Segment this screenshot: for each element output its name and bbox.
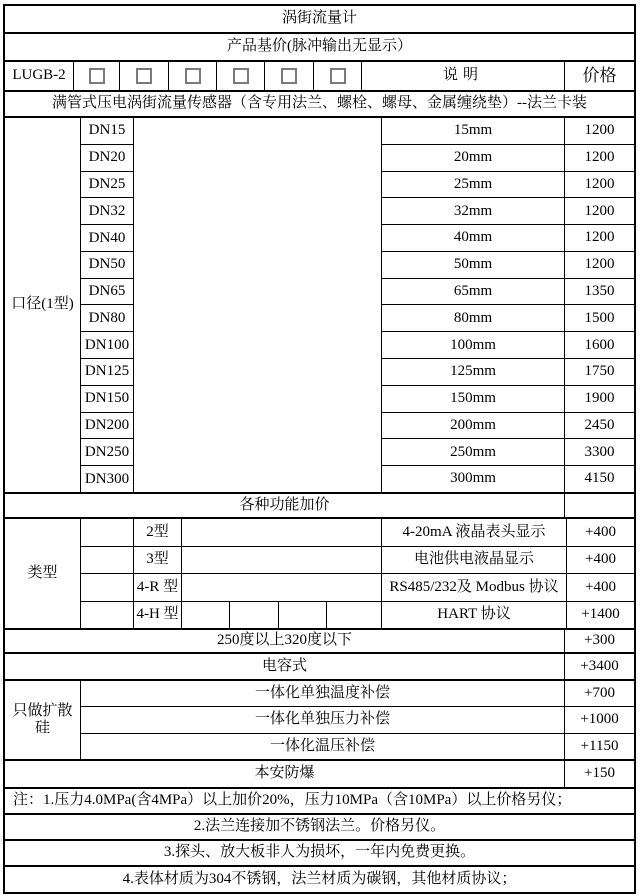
diffusion-desc-cell: 一体化单独温度补偿 [254,685,390,702]
option-slot-1 [73,62,119,90]
sensor-description: 满管式压电涡街流量传感器（含专用法兰、螺栓、螺母、金属缠绕垫）--法兰卡装 [52,95,587,112]
bore-size-cell: 32mm [453,202,493,219]
page-title: 涡街流量计 [281,10,357,27]
type-desc-cell: HART 协议 [381,602,566,629]
table-row [80,519,634,546]
bore-price-cell: 1200 [564,172,634,198]
table-row [81,706,634,732]
bore-code-cell: DN15 [88,122,126,139]
diffusion-section-label: 只做扩散硅 [12,702,73,736]
table-row [382,331,634,358]
header-row [5,60,634,90]
table-row [382,412,634,439]
model-code: LUGB-2 [12,67,66,84]
bore-rows [381,118,634,492]
type-rows [80,519,634,628]
table-row [382,438,634,465]
type-slot-cell [278,602,326,629]
table-row [382,197,634,224]
addons-title: 各种功能加价 [239,496,330,513]
bore-price-cell: 1750 [564,359,634,385]
safety-price-cell: +150 [564,761,634,787]
checkbox-icon [185,68,201,84]
bore-section-label: 口径(1型) [11,296,74,313]
type-desc-cell: RS485/232及 Modbus 协议 [381,574,566,601]
price-table [3,4,636,894]
type-section-label: 类型 [27,564,58,581]
table-row [80,546,634,574]
option-slot-3 [168,62,216,90]
table-row [382,144,634,171]
table-row [81,733,634,759]
bore-price-cell: 1200 [564,252,634,278]
bore-code-column [80,118,133,492]
type-empty-cell [80,574,133,601]
bore-code-cell: DN150 [81,385,133,412]
bore-size-cell: 150mm [450,390,496,407]
type-slot-cell [326,602,381,629]
column-header-price: 价格 [564,62,634,90]
table-row [382,251,634,278]
option-slot-5 [264,62,313,90]
checkbox-icon [89,68,105,84]
extra-desc-cell: 电容式 [261,657,307,674]
table-row [382,465,634,492]
table-row [5,652,634,679]
option-slot-2 [119,62,168,90]
checkbox-icon [281,68,297,84]
bore-size-cell: 200mm [450,416,496,433]
diffusion-section [5,679,634,759]
bore-size-cell: 250mm [450,443,496,460]
bore-price-cell: 3300 [564,439,634,465]
table-row [382,171,634,198]
checkbox-icon [136,68,152,84]
type-price-cell: +400 [566,519,634,546]
diffusion-desc-cell: 一体化单独压力补偿 [254,711,390,728]
table-row [382,118,634,144]
type-model-cell: 4-R 型 [133,574,181,601]
bore-size-cell: 20mm [453,149,493,166]
bore-code-cell: DN32 [81,197,133,224]
type-empty-cell [80,602,133,629]
bore-size-cell: 50mm [453,256,493,273]
bore-code-cell: DN250 [81,438,133,465]
type-desc-cell: 4-20mA 液晶表头显示 [381,519,566,546]
type-model-cell: 3型 [133,547,181,574]
type-slot-cell [229,602,278,629]
type-price-cell: +1400 [566,602,634,629]
note-2: 2.法兰连接加不锈钢法兰。价格另仪。 [193,818,446,835]
diffusion-desc-cell: 一体化温压补偿 [269,737,375,754]
extra-price-cell: +300 [564,630,634,652]
type-desc-cell: 电池供电液晶显示 [381,547,566,574]
bore-price-cell: 1200 [564,198,634,224]
diffusion-rows [80,681,634,759]
bore-code-cell: DN65 [81,278,133,305]
bore-code-cell: DN300 [81,465,133,492]
option-slot-6 [313,62,361,90]
diffusion-price-cell: +700 [564,681,634,706]
table-row [382,358,634,385]
bore-size-cell: 40mm [453,229,493,246]
safety-desc-cell: 本安防爆 [254,765,315,782]
bore-size-cell: 100mm [450,336,496,353]
type-slot-cell [181,602,229,629]
bore-size-cell: 25mm [453,175,493,192]
type-middle-span [181,519,381,546]
type-section [5,517,634,628]
table-row [382,385,634,412]
bore-code-cell: DN125 [81,358,133,385]
table-row [81,681,634,706]
type-middle-span [181,547,381,574]
bore-price-cell: 4150 [564,466,634,492]
bore-code-cell: DN80 [81,304,133,331]
extra-price-cell: +3400 [564,654,634,679]
diffusion-price-cell: +1000 [564,707,634,732]
type-empty-cell [80,547,133,574]
bore-price-cell: 1200 [564,225,634,251]
table-row [5,628,634,652]
table-row [382,304,634,331]
bore-price-cell: 1200 [564,118,634,144]
bore-price-cell: 1200 [564,145,634,171]
bore-size-cell: 80mm [453,309,493,326]
checkbox-icon [233,68,249,84]
bore-price-cell: 1600 [564,332,634,358]
type-model-cell: 2型 [133,519,181,546]
addons-banner-row [5,492,634,517]
bore-size-cell: 65mm [453,282,493,299]
table-row [382,278,634,305]
table-row [80,573,634,601]
bore-price-cell: 1350 [564,279,634,305]
note-1: 注：1.压力4.0MPa(含4MPa）以上加价20%，压力10MPa（含10MPa）以上价格另仪； [13,792,572,809]
bore-code-cell: DN100 [81,331,133,358]
table-row [80,601,634,629]
bore-empty-span [133,118,381,492]
bore-price-cell: 2450 [564,413,634,439]
base-price-subtitle: 产品基价(脉冲输出无显示） [227,38,412,55]
note-3: 3.探头、放大板非人为损坏，一年内免费更换。 [163,844,476,861]
type-empty-cell [80,519,133,546]
bore-code-cell: DN40 [81,224,133,251]
bore-code-cell: DN25 [81,171,133,198]
type-price-cell: +400 [566,547,634,574]
bore-code-cell: DN50 [81,251,133,278]
bore-price-cell: 1900 [564,386,634,412]
bore-code-cell: DN200 [81,412,133,439]
addons-empty-price [564,494,634,517]
checkbox-icon [330,68,346,84]
note-4: 4.表体材质为304不锈钢，法兰材质为碳钢，其他材质协议； [122,870,517,887]
bore-price-cell: 1500 [564,305,634,331]
bore-code-cell: DN20 [81,144,133,171]
table-row [382,224,634,251]
extra-desc-cell: 250度以上320度以下 [216,632,352,649]
type-model-cell: 4-H 型 [133,602,181,629]
column-header-description: 说明 [361,62,564,90]
type-middle-span [181,574,381,601]
bore-size-cell: 300mm [450,470,496,487]
diffusion-price-cell: +1150 [564,734,634,759]
bore-size-cell: 15mm [453,122,493,139]
type-price-cell: +400 [566,574,634,601]
bore-section [5,116,634,492]
table-row [5,759,634,787]
bore-size-cell: 125mm [450,363,496,380]
option-slot-4 [216,62,264,90]
